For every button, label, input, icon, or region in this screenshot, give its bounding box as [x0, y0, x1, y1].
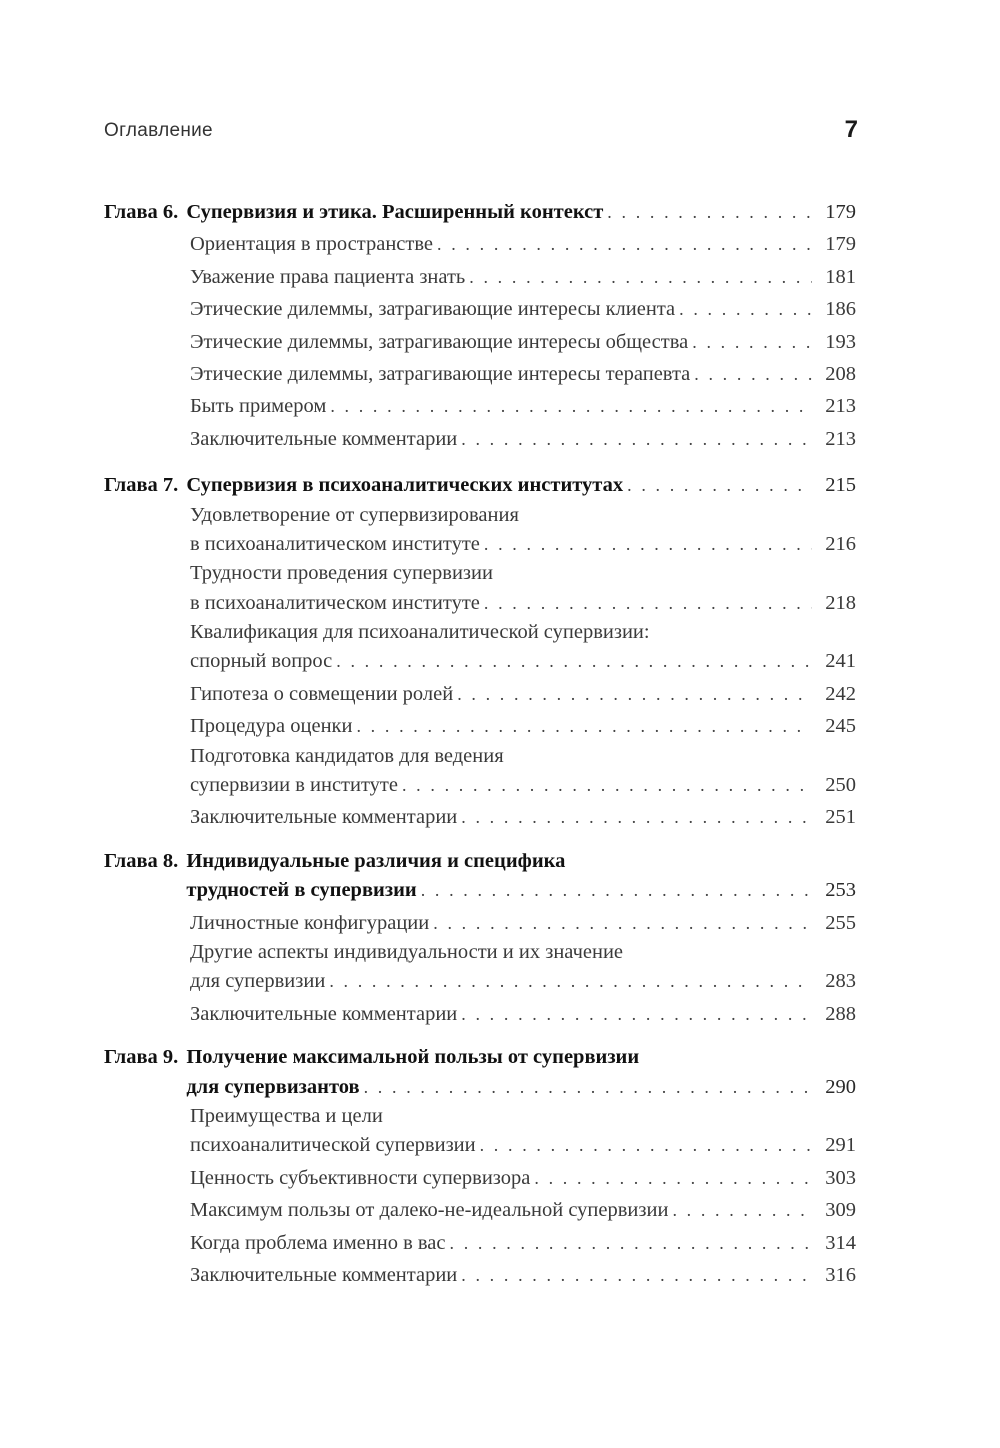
toc-entry: [190, 423, 856, 455]
toc-entry-line: Квалификация для психоаналитической супервизии:: [190, 621, 650, 644]
toc-entry-page-number: 255: [825, 911, 856, 934]
chapter-title-line: Получение максимальной пользы от супервизии: [186, 1046, 640, 1069]
toc-entry-line: [190, 710, 856, 742]
dot-leader: [679, 293, 812, 325]
toc-entry-line: Трудности проведения супервизии: [190, 562, 493, 585]
chapter-page-number: 253: [825, 879, 856, 902]
toc-entry: [190, 1162, 856, 1194]
toc-entry-page-number: 216: [825, 532, 856, 555]
toc-entry-page-number: 179: [825, 233, 856, 256]
toc-chapter: [104, 848, 856, 1030]
dot-leader: [607, 196, 812, 228]
chapter-page-number: 290: [825, 1075, 856, 1098]
toc-entry-title: Максимум пользы от далеко-не-идеальной супервизии: [190, 1199, 669, 1222]
dot-leader: [330, 390, 812, 422]
chapter-title-line: [186, 1071, 856, 1103]
toc-entry-line: [190, 801, 856, 833]
toc-entry-title: Заключительные комментарии: [190, 1263, 458, 1286]
toc-entry-page-number: 242: [825, 682, 856, 705]
toc-entry-page-number: 314: [825, 1231, 856, 1254]
toc-entry-line: [190, 769, 856, 801]
dot-leader: [534, 1162, 812, 1194]
toc-entry-title: супервизии в институте: [190, 774, 398, 797]
dot-leader: [469, 261, 812, 293]
toc-entry: [190, 801, 856, 833]
dot-leader: [437, 228, 812, 260]
chapter-heading: [104, 469, 856, 501]
toc-entry-line: [190, 1162, 856, 1194]
toc-entry-page-number: 218: [825, 591, 856, 614]
toc-entry-page-number: 250: [825, 774, 856, 797]
toc-entry-page-number: 309: [825, 1199, 856, 1222]
toc-entry-page-number: 291: [825, 1134, 856, 1157]
toc-entry: [190, 678, 856, 710]
dot-leader: [421, 874, 812, 906]
toc-entry: [190, 939, 856, 998]
chapter-title-text: Супервизия в психоаналитических институтах: [186, 474, 624, 497]
toc-entry-page-number: 186: [825, 298, 856, 321]
toc-entry-title: Процедура оценки: [190, 715, 353, 738]
toc-entry-title: Гипотеза о совмещении ролей: [190, 682, 454, 705]
toc-entry-page-number: 283: [825, 970, 856, 993]
toc-entry: [190, 261, 856, 293]
dot-leader: [433, 907, 812, 939]
dot-leader: [484, 528, 812, 560]
toc-entry-page-number: 181: [825, 265, 856, 288]
toc-entry-title: Этические дилеммы, затрагивающие интересы клиента: [190, 298, 676, 321]
toc-entry-line: [190, 1194, 856, 1226]
toc-entry-page-number: 303: [825, 1166, 856, 1189]
chapter-title: [186, 848, 856, 907]
section-list: [190, 907, 856, 1031]
chapter-title: [186, 1044, 856, 1103]
dot-leader: [461, 801, 812, 833]
chapter-number: Глава 9.: [104, 1046, 179, 1069]
toc-entry: [190, 743, 856, 802]
toc-entry: [190, 502, 856, 561]
toc-entry-page-number: 288: [825, 1002, 856, 1025]
toc-entry-page-number: 213: [825, 395, 856, 418]
chapter-number: Глава 8.: [104, 849, 179, 872]
toc-entry-page-number: 213: [825, 427, 856, 450]
toc-entry: [190, 619, 856, 678]
toc-entry: [190, 326, 856, 358]
dot-leader: [694, 358, 812, 390]
toc-entry-line: [190, 358, 856, 390]
toc-entry-page-number: 251: [825, 806, 856, 829]
table-of-contents: [104, 196, 856, 1305]
toc-entry-title: Заключительные комментарии: [190, 427, 458, 450]
dot-leader: [461, 423, 812, 455]
dot-leader: [457, 678, 812, 710]
dot-leader: [627, 469, 812, 501]
chapter-number: Глава 7.: [104, 474, 179, 497]
chapter-title-text: Супервизия и этика. Расширенный контекст: [186, 201, 604, 223]
dot-leader: [450, 1227, 813, 1259]
running-head-title: Оглавление: [104, 120, 213, 141]
toc-entry-line: [190, 645, 856, 677]
toc-entry-page-number: 245: [825, 715, 856, 738]
dot-leader: [336, 645, 812, 677]
toc-entry-title: спорный вопрос: [190, 650, 333, 673]
chapter-number: Глава 6.: [104, 201, 179, 223]
section-list: [190, 228, 856, 455]
chapter-title-line: [186, 469, 856, 501]
toc-entry-title: Когда проблема именно в вас: [190, 1231, 446, 1254]
toc-entry-title: Быть примером: [190, 395, 327, 418]
dot-leader: [672, 1194, 812, 1226]
toc-entry-title: Заключительные комментарии: [190, 1002, 458, 1025]
chapter-title: [186, 196, 856, 228]
toc-entry-line: [190, 1227, 856, 1259]
toc-entry: [190, 1194, 856, 1226]
section-list: [190, 502, 856, 834]
toc-entry-line: [190, 678, 856, 710]
toc-entry-line: [190, 998, 856, 1030]
toc-entry-title: психоаналитической супервизии: [190, 1134, 476, 1157]
dot-leader: [461, 1259, 812, 1291]
toc-entry: [190, 293, 856, 325]
toc-entry-line: [190, 261, 856, 293]
toc-entry-page-number: 241: [825, 650, 856, 673]
toc-entry-title: Ценность субъективности супервизора: [190, 1166, 531, 1189]
toc-entry-line: [190, 293, 856, 325]
dot-leader: [402, 769, 812, 801]
toc-entry-line: [190, 528, 856, 560]
chapter-title-line: Индивидуальные различия и специфика: [186, 849, 566, 872]
toc-entry-line: [190, 390, 856, 422]
dot-leader: [484, 587, 812, 619]
toc-entry: [190, 1259, 856, 1291]
toc-entry: [190, 998, 856, 1030]
toc-entry-line: Удовлетворение от супервизирования: [190, 503, 519, 526]
chapter-page-number: 179: [825, 201, 856, 223]
toc-entry-line: [190, 1259, 856, 1291]
toc-entry: [190, 390, 856, 422]
chapter-title: [186, 469, 856, 501]
toc-entry-line: [190, 1129, 856, 1161]
toc-entry-line: [190, 228, 856, 260]
chapter-heading: [104, 196, 856, 228]
toc-entry: [190, 907, 856, 939]
toc-entry: [190, 1227, 856, 1259]
chapter-title-text: для супервизантов: [186, 1075, 360, 1098]
toc-entry: [190, 710, 856, 742]
chapter-title-line: [186, 874, 856, 906]
dot-leader: [356, 710, 812, 742]
toc-entry: [190, 1103, 856, 1162]
dot-leader: [480, 1129, 812, 1161]
page-number: 7: [844, 116, 858, 143]
dot-leader: [329, 965, 812, 997]
toc-entry-title: для супервизии: [190, 970, 326, 993]
toc-entry-title: Этические дилеммы, затрагивающие интересы терапевта: [190, 362, 691, 385]
chapter-heading: [104, 848, 856, 907]
toc-entry-line: [190, 587, 856, 619]
toc-entry-title: в психоаналитическом институте: [190, 532, 480, 555]
toc-entry-title: Уважение права пациента знать: [190, 265, 466, 288]
running-head: [104, 116, 860, 148]
toc-entry-line: [190, 326, 856, 358]
toc-entry: [190, 358, 856, 390]
chapter-heading: [104, 1044, 856, 1103]
dot-leader: [461, 998, 812, 1030]
toc-chapter: [104, 196, 856, 455]
toc-entry-page-number: 208: [825, 362, 856, 385]
toc-entry-page-number: 316: [825, 1263, 856, 1286]
toc-entry-line: Другие аспекты индивидуальности и их значение: [190, 940, 624, 963]
toc-entry: [190, 228, 856, 260]
toc-entry-title: Личностные конфигурации: [190, 911, 430, 934]
toc-entry-title: Ориентация в пространстве: [190, 233, 434, 256]
chapter-title-text: трудностей в супервизии: [186, 879, 417, 902]
chapter-title-line: [186, 196, 856, 228]
toc-entry-line: Преимущества и цели: [190, 1104, 383, 1127]
toc-entry-page-number: 193: [825, 330, 856, 353]
dot-leader: [692, 326, 812, 358]
toc-entry-line: [190, 423, 856, 455]
section-list: [190, 1103, 856, 1291]
toc-entry-line: Подготовка кандидатов для ведения: [190, 744, 504, 767]
toc-chapter: [104, 1044, 856, 1291]
toc-entry-line: [190, 965, 856, 997]
toc-entry: [190, 560, 856, 619]
toc-entry-title: Этические дилеммы, затрагивающие интересы общества: [190, 330, 689, 353]
toc-chapter: [104, 469, 856, 834]
chapter-page-number: 215: [825, 474, 856, 497]
dot-leader: [364, 1071, 812, 1103]
toc-entry-title: Заключительные комментарии: [190, 806, 458, 829]
toc-entry-line: [190, 907, 856, 939]
toc-entry-title: в психоаналитическом институте: [190, 591, 480, 614]
